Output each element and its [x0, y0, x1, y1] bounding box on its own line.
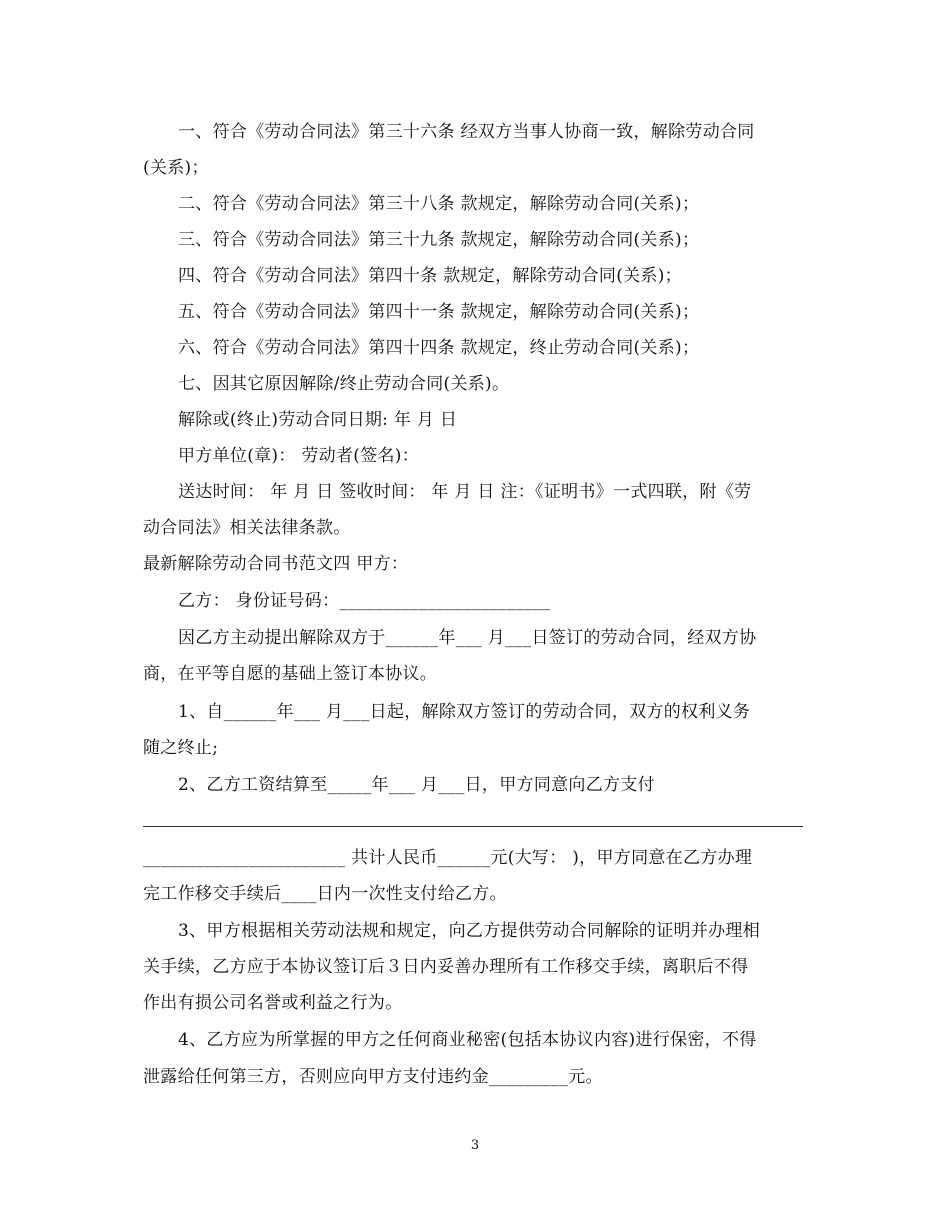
article-1: 1、自______年___ 月___日起，解除双方签订的劳动合同，双方的权利义务 — [178, 702, 751, 722]
delivery-line-cont: 动合同法》相关法律条款。 — [143, 518, 351, 538]
clause-2: 二、符合《劳动合同法》第三十八条 款规定，解除劳动合同(关系)； — [178, 194, 700, 214]
article-4: 4、乙方应为所掌握的甲方之任何商业秘密(包括本协议内容)进行保密，不得 — [178, 1030, 757, 1050]
article-1-cont: 随之终止; — [143, 738, 219, 758]
party-b-line: 乙方： 身份证号码：________________________ — [178, 591, 551, 611]
article-2-amount: _______________________ 共计人民币______元(大写： )，甲方同意在乙方办理 — [143, 848, 753, 868]
section-heading: 最新解除劳动合同书范文四 甲方： — [143, 554, 409, 574]
preamble-cont: 商，在平等自愿的基础上签订本协议。 — [143, 664, 438, 684]
clause-1: 一、符合《劳动合同法》第三十六条 经双方当事人协商一致，解除劳动合同 — [178, 122, 755, 142]
article-2-cont: 完工作移交手续后____日内一次性支付给乙方。 — [143, 884, 507, 904]
preamble: 因乙方主动提出解除双方于______年___ 月___日签订的劳动合同，经双方协 — [178, 628, 757, 648]
clause-4: 四、符合《劳动合同法》第四十条 款规定，解除劳动合同(关系)； — [178, 266, 682, 286]
article-3: 3、甲方根据相关劳动法规和规定，向乙方提供劳动合同解除的证明并办理相 — [178, 921, 761, 941]
termination-date: 解除或(终止)劳动合同日期: 年 月 日 — [178, 410, 458, 430]
article-3-cont: 关手续，乙方应于本协议签订后３日内妥善办理所有工作移交手续，离职后不得 — [143, 957, 749, 977]
signature-line: 甲方单位(章)： 劳动者(签名)： — [178, 446, 420, 466]
clause-7: 七、因其它原因解除/终止劳动合同(关系)。 — [178, 374, 510, 394]
clause-3: 三、符合《劳动合同法》第三十九条 款规定，解除劳动合同(关系)； — [178, 230, 700, 250]
blank-rule — [143, 826, 803, 827]
delivery-line: 送达时间： 年 月 日 签收时间： 年 月 日 注：《证明书》一式四联，附《劳 — [178, 482, 752, 502]
article-4-cont: 泄露给任何第三方，否则应向甲方支付违约金_________元。 — [143, 1067, 603, 1087]
article-3-end: 作出有损公司名誉或利益之行为。 — [143, 993, 403, 1013]
clause-6: 六、符合《劳动合同法》第四十四条 款规定，终止劳动合同(关系)； — [178, 338, 700, 358]
article-2: 2、乙方工资结算至_____年___ 月___日，甲方同意向乙方支付 — [178, 775, 655, 795]
clause-5: 五、符合《劳动合同法》第四十一条 款规定，解除劳动合同(关系)； — [178, 302, 700, 322]
clause-1-cont: (关系)； — [143, 158, 209, 178]
page-number: 3 — [470, 1138, 480, 1153]
